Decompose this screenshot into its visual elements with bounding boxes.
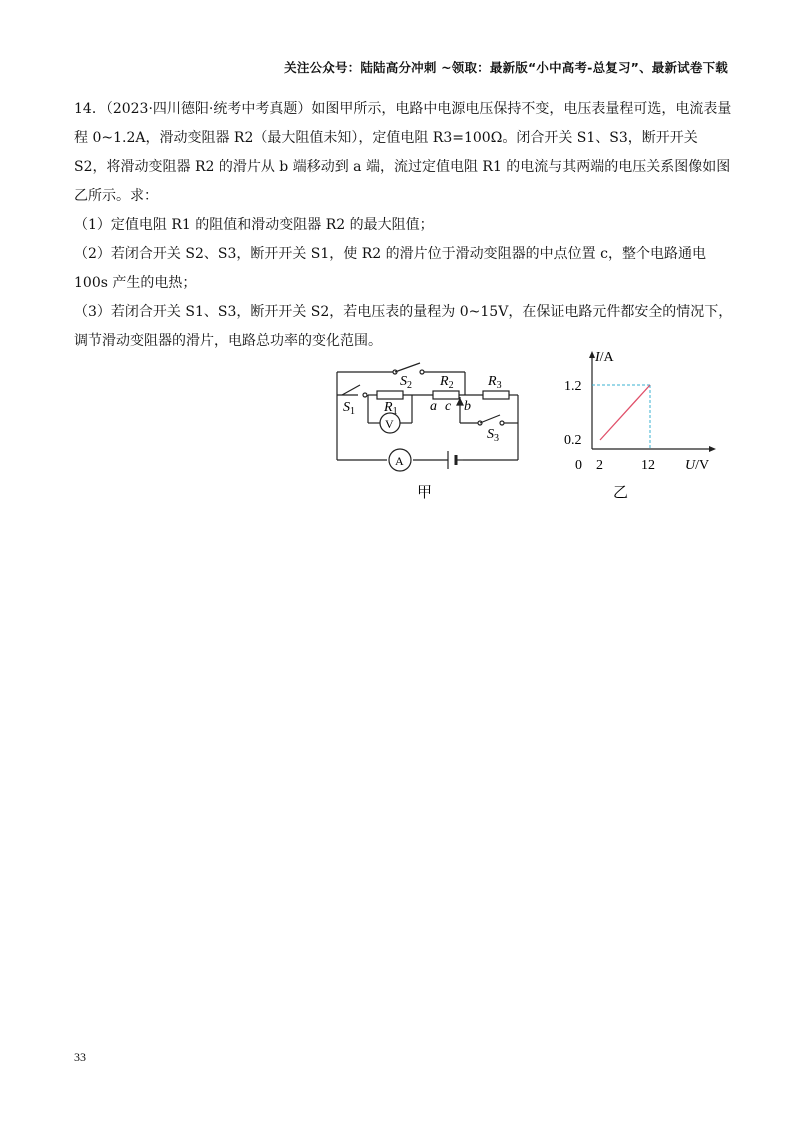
question-part-3: （3）若闭合开关 S1、S3，断开开关 S2，若电压表的量程为 0~15V，在保证电路元件都安全的情况下，调节滑动变阻器的滑片，电路总功率的变化范围。: [74, 304, 733, 349]
battery-icon: [448, 451, 463, 469]
x-tick-high: 12: [641, 458, 655, 473]
slider-arrow-icon: [457, 399, 463, 405]
x-tick-low: 2: [596, 458, 603, 473]
label-s2: $S_2$: [400, 374, 412, 391]
y-axis-label: I/A: [595, 350, 614, 365]
question-part-1: （1）定值电阻 R1 的阻值和滑动变阻器 R2 的最大阻值；: [74, 217, 434, 233]
figure-label-jia: 甲: [417, 485, 433, 501]
label-r2: $R_2$: [440, 374, 454, 391]
page-number: 33: [74, 1050, 86, 1064]
ammeter-label: A: [395, 454, 404, 468]
y-tick-high: 1.2: [564, 379, 582, 394]
label-s1: $S_1$: [343, 400, 355, 417]
label-a: a: [430, 399, 437, 414]
question-block: [74, 95, 734, 356]
origin-label: 0: [575, 458, 582, 473]
x-axis-arrow-icon: [709, 446, 716, 452]
switch-s3: [478, 415, 504, 425]
label-s3: $S_3$: [487, 427, 499, 444]
figures: [330, 345, 740, 505]
x-axis-label: U/V: [685, 458, 710, 473]
resistor-r3: [483, 391, 509, 399]
switch-s2: [393, 363, 424, 374]
label-b: b: [464, 399, 471, 414]
iu-data-line: [600, 385, 650, 440]
iu-graph: [564, 350, 716, 501]
voltmeter-label: V: [385, 417, 394, 431]
label-r1: $R_1$: [384, 400, 398, 417]
resistor-r1: [377, 391, 403, 399]
resistor-r2: [433, 391, 459, 399]
question-intro: 14．（2023·四川德阳·统考中考真题）如图甲所示，电路中电源电压保持不变，电压表量程可选，电流表量程 0~1.2A，滑动变阻器 R2（最大阻值未知），定值电阻 R3=100Ω。闭合开关 S1、S3，断开开关 S2，将滑动变阻器 R2 的滑片从 b 端移动到 a 端，流过定值电阻 R1 的电流与其两端的电压关系图像如图乙所示。求：: [74, 101, 732, 204]
label-r3: $R_3$: [488, 374, 502, 391]
figure-label-yi: 乙: [613, 485, 629, 501]
y-tick-low: 0.2: [564, 433, 582, 448]
label-c: c: [445, 399, 452, 414]
figure-svg: [330, 345, 740, 505]
page-header: 关注公众号：陆陆高分冲刺 ~领取：最新版“小中高考-总复习”、最新试卷下载: [284, 60, 728, 75]
question-part-2: （2）若闭合开关 S2、S3，断开开关 S1，使 R2 的滑片位于滑动变阻器的中点位置 c，整个电路通电 100s 产生的电热；: [74, 246, 706, 291]
